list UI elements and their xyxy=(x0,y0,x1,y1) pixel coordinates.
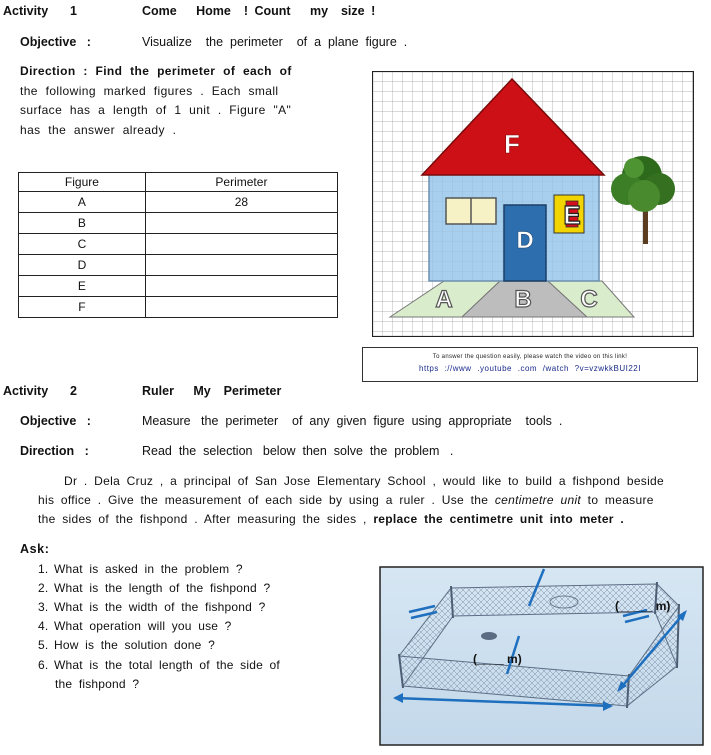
table-cell-figure: C xyxy=(19,234,146,255)
table-cell-perimeter[interactable] xyxy=(145,213,337,234)
pond-object xyxy=(481,632,497,640)
label-c: C xyxy=(580,286,598,313)
paragraph-line-1: Dr . Dela Cruz , a principal of San Jose Elementary School , would like to build a fishpond beside xyxy=(64,474,665,488)
activity2-direction-label: Direction : xyxy=(20,444,89,458)
question-text: What is the width of the fishpond ? xyxy=(54,600,266,614)
question-text: What is asked in the problem ? xyxy=(54,562,243,576)
question-text: What operation will you use ? xyxy=(54,619,232,633)
direction-line-1-text: Direction : Find the perimeter of each of xyxy=(20,64,292,78)
question-item xyxy=(38,638,215,652)
ask-label: Ask: xyxy=(20,542,50,556)
table-cell-figure: B xyxy=(19,213,146,234)
label-b: B xyxy=(514,286,532,313)
direction-line-3: surface has a length of 1 unit . Figure "A" xyxy=(20,103,292,117)
table-cell-perimeter[interactable]: 28 xyxy=(145,192,337,213)
activity2-title: Ruler My Perimeter xyxy=(142,384,282,398)
label-center-measure: (____ m) xyxy=(473,652,522,666)
table-cell-perimeter[interactable] xyxy=(145,255,337,276)
paragraph-line-3a: the sides of the fishpond . After measuring the sides , xyxy=(38,512,374,526)
activity2-label: Activity 2 xyxy=(3,384,77,398)
activity1-label: Activity 1 xyxy=(3,4,77,18)
paragraph-bold-instruction: replace the centimetre unit into meter . xyxy=(373,512,625,526)
table-row xyxy=(19,234,338,255)
paragraph-line-2 xyxy=(38,493,654,507)
question-number: 1. xyxy=(38,562,49,576)
activity1-objective-text: Visualize the perimeter of a plane figure . xyxy=(142,35,408,49)
table-row xyxy=(19,255,338,276)
paragraph-line-2b: to measure xyxy=(581,493,654,507)
table-header-perimeter: Perimeter xyxy=(145,173,337,192)
direction-line-4: has the answer already . xyxy=(20,123,177,137)
question-item xyxy=(38,619,232,633)
table-cell-figure: E xyxy=(19,276,146,297)
question-number: 4. xyxy=(38,619,49,633)
table-row xyxy=(19,297,338,318)
paragraph-italic-unit: centimetre unit xyxy=(494,493,582,507)
paragraph-line-2a: his office . Give the measurement of each side by using a ruler . Use the xyxy=(38,493,495,507)
question-item xyxy=(38,658,280,672)
video-link-note: To answer the question easily, please watch the video on this link! xyxy=(432,354,628,360)
table-header-figure: Figure xyxy=(19,173,146,192)
activity2-direction-text: Read the selection below then solve the problem . xyxy=(142,444,454,458)
label-e: E xyxy=(563,200,581,230)
question-item xyxy=(38,581,270,595)
question-number: 6. xyxy=(38,658,49,672)
question-item xyxy=(38,562,243,576)
activity2-objective-text: Measure the perimeter of any given figure using appropriate tools . xyxy=(142,414,563,428)
question-6-continuation: the fishpond ? xyxy=(55,677,140,691)
direction-line-1 xyxy=(20,64,292,78)
question-text: What is the length of the fishpond ? xyxy=(54,581,271,595)
video-link-url[interactable]: https ://www .youtube .com /watch ?v=vzwkkBUI22I xyxy=(419,364,641,373)
question-number: 3. xyxy=(38,600,49,614)
house-grid-figure xyxy=(372,71,694,337)
table-cell-figure: F xyxy=(19,297,146,318)
activity2-objective-label: Objective : xyxy=(20,414,91,428)
table-cell-perimeter[interactable] xyxy=(145,276,337,297)
table-header-row xyxy=(19,173,338,192)
question-text: What is the total length of the side of xyxy=(54,658,280,672)
video-link-box xyxy=(362,347,698,382)
label-f: F xyxy=(504,129,520,159)
paragraph-line-3 xyxy=(38,512,624,526)
table-cell-perimeter[interactable] xyxy=(145,297,337,318)
fishpond-figure xyxy=(379,566,704,746)
question-number: 2. xyxy=(38,581,49,595)
question-number: 5. xyxy=(38,638,49,652)
direction-line-2: the following marked figures . Each small xyxy=(20,84,279,98)
table-row xyxy=(19,276,338,297)
question-item xyxy=(38,600,265,614)
activity1-title: Come Home ! Count my size ! xyxy=(142,4,376,18)
table-cell-figure: A xyxy=(19,192,146,213)
table-row xyxy=(19,213,338,234)
perimeter-table xyxy=(18,172,338,318)
table-cell-figure: D xyxy=(19,255,146,276)
question-text: How is the solution done ? xyxy=(54,638,215,652)
activity1-objective-label: Objective : xyxy=(20,35,91,49)
table-cell-perimeter[interactable] xyxy=(145,234,337,255)
label-a: A xyxy=(435,286,453,313)
table-row xyxy=(19,192,338,213)
label-right-measure: (_____ m) xyxy=(615,599,671,613)
label-d: D xyxy=(516,227,534,254)
